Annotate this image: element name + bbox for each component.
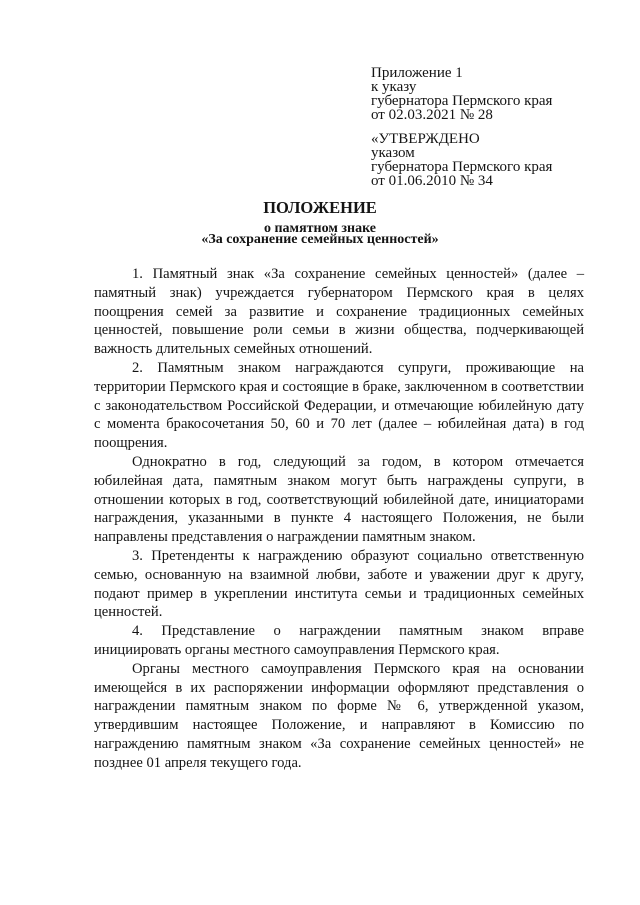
annex-block: [371, 66, 621, 122]
document-subtitle-1: о памятном знаке: [263, 221, 376, 236]
annex-line-3: губернатора Пермского края: [371, 93, 553, 109]
annex-line-4: от 02.03.2021 № 28: [371, 107, 493, 123]
document-body: [94, 265, 584, 773]
approval-line-3: губернатора Пермского края: [371, 159, 553, 175]
approval-line-2: указом: [371, 145, 415, 161]
annex-line-1: Приложение 1: [371, 65, 463, 81]
approval-block: [371, 132, 621, 188]
paragraph-2: 2. Памятным знаком награждаются супруги, проживающие на территории Пермского края и состоящие в браке, заключенном в соответствии с законодательством Российской Федерации, и отмечающие юбилейную дату с момента бракосочетания 50, 60 и 70 лет (далее – юбилейная дата) в год поощрения.: [94, 359, 584, 452]
annex-line-2: к указу: [371, 79, 417, 95]
paragraph-1: 1. Памятный знак «За сохранение семейных ценностей» (далее – памятный знак) учреждается губернатором Пермского края в целях поощрения семей за развитие и сохранение традиционных семейных ценностей, повышение роли семьи в жизни общества, подчеркивающей важность длительных семейных отношений.: [94, 266, 584, 358]
paragraph-5: 4. Представление о награждении памятным знаком вправе инициировать органы местного самоуправления Пермского края.: [94, 623, 584, 658]
approval-line-4: от 01.06.2010 № 34: [371, 173, 493, 189]
paragraph-3: Однократно в год, следующий за годом, в котором отмечается юбилейная дата, памятным знаком могут быть награждены супруги, в отношении которых в год, соответствующий юбилейной дате, инициаторами награждения, указанными в пункте 4 настоящего Положения, не были направлены представления о награждении памятным знаком.: [94, 453, 584, 546]
approval-line-1: «УТВЕРЖДЕНО: [371, 131, 480, 147]
paragraph-4: 3. Претенденты к награждению образуют социально ответственную семью, основанную на взаимной любви, заботе и уважении друг к другу, подают пример в укреплении института семьи и традиционных семейных ценностей.: [94, 547, 584, 621]
paragraph-6: Органы местного самоуправления Пермского края на основании имеющейся в их распоряжении информации оформляют представления о награждении памятным знаком по форме № 6, утвержденной указом, утвердившим настоящее Положение, и направляют в Комиссию по награждению памятным знаком «За сохранение семейных ценностей» не позднее 01 апреля текущего года.: [94, 660, 584, 771]
document-title: ПОЛОЖЕНИЕ: [263, 198, 377, 217]
document-subtitle-2: «За сохранение семейных ценностей»: [201, 232, 439, 247]
